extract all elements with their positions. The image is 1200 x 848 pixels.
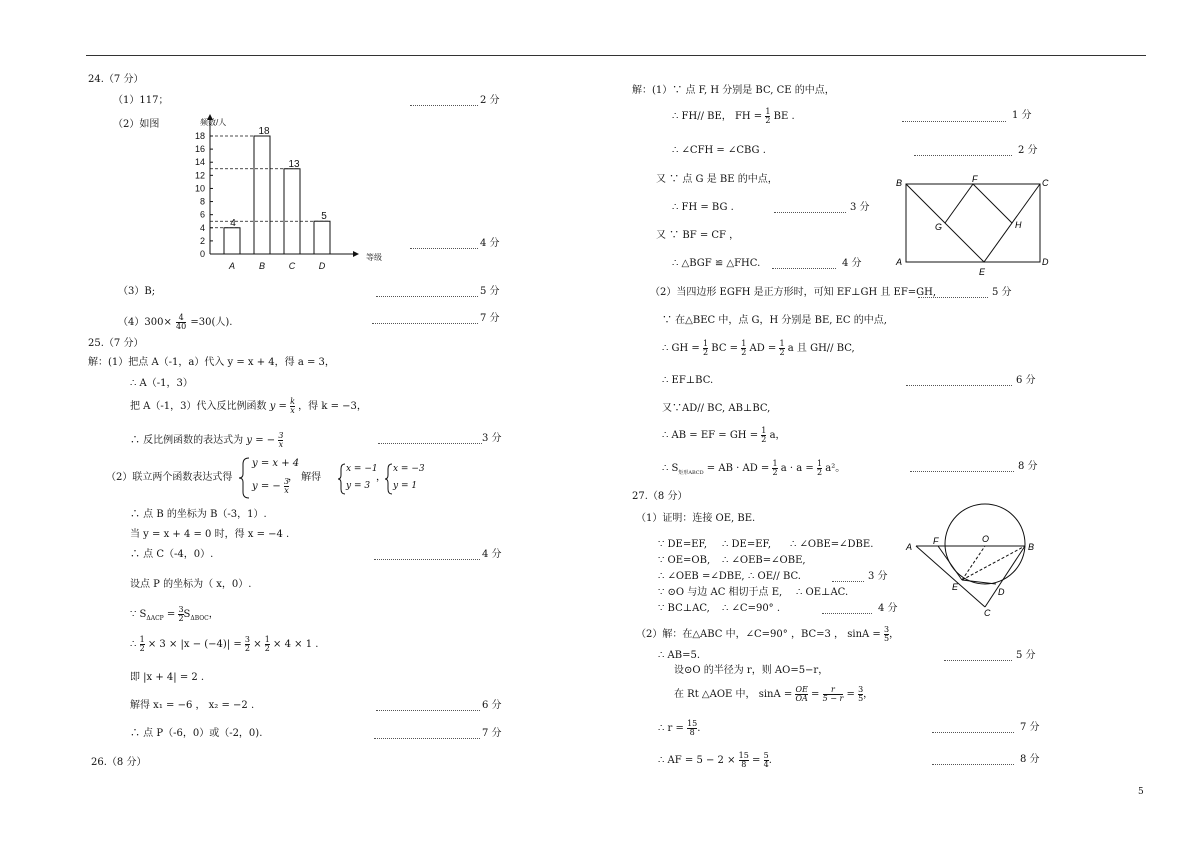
- q24-part1-score: 2 分: [480, 95, 500, 106]
- q27-line12-score: 8 分: [1020, 754, 1040, 765]
- q27-line1: （1）证明：连接 OE, BE.: [636, 513, 756, 524]
- q27-line4-a: ∴ ∠OEB =∠DBE,: [658, 571, 745, 582]
- dot-leader: [378, 443, 482, 444]
- data-label-D: 5: [321, 211, 327, 223]
- q27-header: 27.（8 分）: [632, 491, 688, 502]
- q26-line13: ∴ AB = EF = GH = $\frac{1}{2}$ a，: [662, 426, 786, 444]
- left-brace: [237, 456, 251, 500]
- label-H: H: [1015, 220, 1022, 230]
- x-axis-label: 等级: [366, 253, 382, 262]
- y-tick-label: 6: [199, 209, 205, 220]
- q26-line5: ∴ FH = BG .: [672, 202, 734, 213]
- x-axis-arrow: [353, 251, 359, 257]
- q27-line3-a: ∵ OE=OB,: [658, 555, 711, 566]
- dot-leader: [832, 581, 864, 582]
- q25-line2: ∴ A（-1，3）: [130, 378, 193, 389]
- dot-leader: [376, 710, 480, 711]
- q24-part3-score: 5 分: [480, 286, 500, 297]
- q27-line10: 在 Rt △AOE 中， sinA = $\frac{OE}{OA}$ = $\frac{r}{5 - r}$ = $\frac{3}{5}$ ，: [674, 685, 874, 703]
- q26-line8-score: 5 分: [992, 287, 1012, 298]
- q27-line2-b: ∴ DE=EF,: [722, 539, 772, 550]
- label-E: E: [979, 267, 986, 277]
- label-O: O: [982, 534, 990, 544]
- q27-line2-c: ∴ ∠OBE=∠DBE.: [790, 539, 874, 550]
- q26-line7-score: 4 分: [842, 258, 862, 269]
- q25-line5-b: ， 解得: [288, 472, 322, 483]
- label-D: D: [998, 587, 1005, 597]
- page-number: 5: [1138, 787, 1144, 797]
- q25-line12: 即 |x + 4| = 2 .: [130, 672, 205, 683]
- q24-part2-score: 4 分: [480, 238, 500, 249]
- y-tick-label: 2: [199, 235, 205, 246]
- q25-line13: 解得 x₁ = −6 ， x₂ = −2 .: [130, 700, 255, 711]
- label-B: B: [896, 178, 903, 188]
- x-tick-label-C: C: [288, 261, 296, 271]
- bar-B: [254, 136, 270, 254]
- dot-leader: [372, 323, 478, 324]
- q26-line14: ∴ $S_{矩形ABCD}$ = AB · AD = $\frac{1}{2}$ a · a = $\frac{1}{2}$ a²。: [662, 459, 846, 477]
- y-tick-label: 16: [194, 144, 205, 155]
- q26-line3: ∴ ∠CFH = ∠CBG .: [672, 145, 766, 156]
- q27-line6-score: 4 分: [878, 603, 898, 614]
- q25-line8: ∴ 点 C（-4，0）.: [130, 549, 214, 560]
- label-B: B: [1028, 542, 1035, 552]
- q27-line4-b: ∴ OE// BC.: [748, 571, 801, 582]
- q24-part3: （3）B;: [118, 286, 156, 297]
- dot-leader: [410, 105, 478, 106]
- label-D: D: [1042, 257, 1049, 267]
- bar-D: [314, 221, 330, 254]
- q27-line7: （2）解：在△ABC 中，∠C=90° ，BC=3 ， sinA = $\frac{3}{5}$ ，: [636, 625, 900, 643]
- dot-leader: [910, 471, 1014, 472]
- q25-line13-score: 6 分: [482, 700, 502, 711]
- q26-header: 26.（8 分）: [91, 757, 147, 768]
- label-C: C: [984, 608, 991, 618]
- q27-line5-a: ∵ ⊙O 与边 AC 相切于点 E,: [658, 587, 783, 598]
- q26-line12: 又∵AD// BC, AB⊥BC,: [662, 403, 771, 414]
- y-tick-label: 14: [194, 157, 205, 168]
- dot-leader: [774, 212, 846, 213]
- left-brace: [336, 462, 346, 496]
- system3-row1: x = −3: [393, 464, 425, 474]
- system3-row2: y = 1: [393, 481, 418, 491]
- q24-part1: （1）117；: [113, 95, 169, 106]
- y-tick-label: 12: [194, 170, 205, 181]
- y-tick-label: 0: [199, 249, 205, 259]
- data-label-A: 4: [230, 217, 236, 229]
- q27-line5-b: ∴ OE⊥AC.: [796, 587, 849, 598]
- system1-row2: y = − $\frac{3}{x}$: [252, 477, 290, 495]
- dot-leader: [932, 732, 1014, 733]
- q26-line4: 又 ∵ 点 G 是 BE 的中点，: [656, 174, 778, 185]
- q27-line9: 设⊙O 的半径为 r，则 AO=5−r，: [674, 665, 829, 676]
- y-tick-label: 10: [194, 183, 205, 194]
- q25-header: 25.（7 分）: [88, 338, 144, 349]
- q25-line8-score: 4 分: [482, 549, 502, 560]
- x-tick-label-D: D: [318, 261, 326, 271]
- q27-line8-score: 5 分: [1016, 650, 1036, 661]
- dot-leader: [374, 559, 480, 560]
- q24-part2: （2）如图: [113, 119, 160, 130]
- y-tick-label: 18: [194, 131, 205, 141]
- q27-line8: ∴ AB=5.: [658, 650, 701, 661]
- q25-line4: ∴ 反比例函数的表达式为 y = − $\frac{3}{x}$: [130, 431, 284, 449]
- q27-line11: ∴ r = $\frac{15}{8}$ .: [658, 719, 701, 737]
- dot-leader: [902, 121, 1006, 122]
- x-tick-label-B: B: [258, 261, 266, 271]
- dot-leader: [918, 297, 988, 298]
- data-label-B: 18: [258, 126, 270, 137]
- q25-line7: 当 y = x + 4 = 0 时，得 x = −4 .: [130, 529, 290, 540]
- q27-line3-b: ∴ ∠OEB=∠OBE,: [722, 555, 806, 566]
- dot-leader: [944, 660, 1012, 661]
- q25-line11: ∴ $\frac{1}{2}$ × 3 × |x − (−4)| = $\frac{3}{2}$ × $\frac{1}{2}$ × 4 × 1 .: [130, 635, 319, 653]
- q26-line2: ∴ FH// BE， FH = $\frac{1}{2}$ BE .: [672, 107, 795, 125]
- q27-line6-b: ∴ ∠C=90° .: [722, 603, 781, 614]
- label-A: A: [906, 542, 913, 552]
- q26-line10: ∴ GH = $\frac{1}{2}$ BC = $\frac{1}{2}$ AD = $\frac{1}{2}$ a 且 GH// BC,: [662, 339, 855, 357]
- q26-line2-score: 1 分: [1012, 110, 1032, 121]
- bar-C: [284, 169, 300, 254]
- dot-leader: [410, 248, 478, 249]
- dot-leader: [822, 613, 872, 614]
- label-F: F: [972, 174, 978, 184]
- data-label-C: 13: [288, 158, 300, 170]
- q25-line9: 设点 P 的坐标为（ x，0）.: [130, 579, 252, 590]
- header-rule: [86, 55, 1146, 56]
- q24-part4: （4）300× $\frac{4}{40}$ =30(人).: [118, 313, 233, 331]
- q26-line9: ∵ 在△BEC 中，点 G，H 分别是 BE, EC 的中点,: [662, 315, 887, 326]
- q27-line11-score: 7 分: [1020, 722, 1040, 733]
- q27-line6-a: ∵ BC⊥AC,: [658, 603, 710, 614]
- q25-line4-score: 3 分: [482, 433, 502, 444]
- q25-line6: ∴ 点 B 的坐标为 B（-3，1）.: [130, 509, 267, 520]
- label-E: E: [952, 582, 959, 592]
- comma: ，: [376, 472, 386, 483]
- q24-header: 24.（7 分）: [88, 74, 144, 85]
- q26-line8: （2）当四边形 EGFH 是正方形时，可知 EF⊥GH 且 EF=GH,: [650, 287, 937, 298]
- q25-line14-score: 7 分: [482, 728, 502, 739]
- circle-figure: [900, 502, 1050, 620]
- q25-line3: 把 A（-1，3）代入反比例函数 y = $\frac{k}{x}$ ，得 k = −3，: [130, 397, 367, 415]
- q26-line6: 又 ∵ BF = CF ，: [656, 230, 740, 241]
- q25-line5-a: （2）联立两个函数表达式得: [106, 472, 233, 483]
- left-brace: [383, 462, 393, 496]
- label-A: A: [896, 257, 903, 267]
- q26-line1: 解：(1）∵ 点 F, H 分别是 BC, CE 的中点，: [632, 85, 835, 96]
- dot-leader: [906, 385, 1012, 386]
- q26-line11-score: 6 分: [1016, 375, 1036, 386]
- q26-line11: ∴ EF⊥BC.: [662, 375, 714, 386]
- bar-chart: [180, 108, 400, 278]
- q25-line1: 解：(1）把点 A（-1，a）代入 y = x + 4，得 a = 3，: [88, 357, 335, 368]
- q26-line14-score: 8 分: [1018, 461, 1038, 472]
- q26-line7: ∴ △BGF ≌ △FHC.: [672, 258, 761, 269]
- rectangle-figure: [890, 172, 1055, 280]
- q27-line4-score: 3 分: [868, 571, 888, 582]
- y-tick-label: 4: [199, 222, 205, 233]
- system2-row1: x = −1: [346, 464, 378, 474]
- bar-A: [224, 228, 240, 254]
- label-C: C: [1042, 178, 1049, 188]
- dot-leader: [374, 738, 480, 739]
- q26-line3-score: 2 分: [1018, 145, 1038, 156]
- dot-leader: [914, 155, 1012, 156]
- dot-leader: [376, 296, 478, 297]
- q24-part4-score: 7 分: [480, 313, 500, 324]
- y-tick-label: 8: [199, 196, 205, 207]
- label-G: G: [935, 222, 943, 232]
- y-axis-label: 频数/人: [200, 118, 227, 127]
- dot-leader: [932, 764, 1014, 765]
- dot-leader: [772, 268, 836, 269]
- system2-row2: y = 3: [346, 481, 371, 491]
- q27-line12: ∴ AF = 5 − 2 × $\frac{15}{8}$ = $\frac{5}{4}$ .: [658, 751, 772, 769]
- x-tick-label-A: A: [228, 261, 236, 271]
- q27-line2-a: ∵ DE=EF,: [658, 539, 708, 550]
- system1-row1: y = x + 4: [252, 458, 300, 469]
- q25-line14: ∴ 点 P（-6，0）或（-2，0).: [130, 728, 263, 739]
- q26-line5-score: 3 分: [850, 202, 870, 213]
- q25-line10: ∵ $S_{\Delta ACP}$ = $\frac{3}{2}$ $S_{\Delta BOC}$，: [130, 605, 219, 623]
- label-F: F: [933, 536, 939, 546]
